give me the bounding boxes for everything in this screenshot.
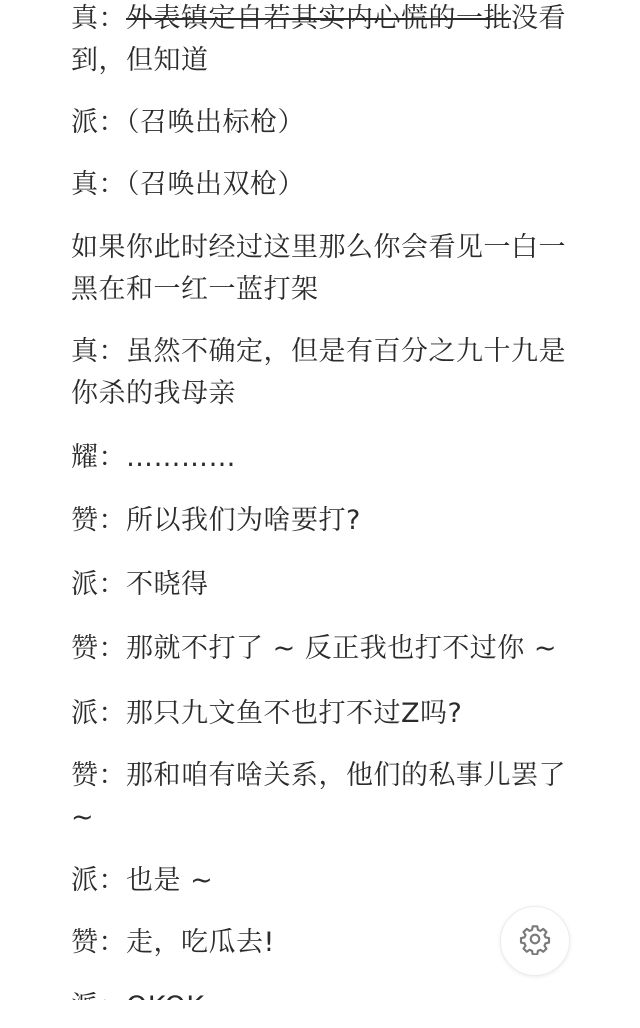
line-text: 没看到，但知道 <box>71 3 566 76</box>
dialogue-line: 赞：那和咱有啥关系，他们的私事儿罢了 ~ <box>71 760 576 833</box>
dialogue-line <box>71 0 571 82</box>
dialogue-line: 派：那只九文鱼不也打不过Z吗? <box>71 698 463 729</box>
struck-text: 外表镇定自若其实内心慌的一批 <box>126 3 511 34</box>
dialogue-line: 赞：所以我们为啥要打? <box>71 505 361 536</box>
speaker-prefix: 真： <box>71 3 126 34</box>
dialogue-line: 派：也是 ~ <box>71 865 214 896</box>
bottom-edge <box>0 1000 640 1018</box>
dialogue-line: 耀：………… <box>71 442 236 473</box>
gear-icon <box>519 923 551 959</box>
dialogue-line: 真：（召唤出双枪） <box>71 169 305 200</box>
dialogue-line: 派：不晓得 <box>71 569 209 600</box>
dialogue-line: 真：虽然不确定，但是有百分之九十九是你杀的我母亲 <box>71 336 566 409</box>
settings-button[interactable] <box>500 906 570 976</box>
narration-line: 如果你此时经过这里那么你会看见一白一黑在和一红一蓝打架 <box>71 232 566 305</box>
dialogue-line: 赞：那就不打了 ~ 反正我也打不过你 ~ <box>71 633 557 664</box>
dialogue-line: 派：（召唤出标枪） <box>71 107 305 138</box>
dialogue-line: 赞：走，吃瓜去! <box>71 927 275 958</box>
